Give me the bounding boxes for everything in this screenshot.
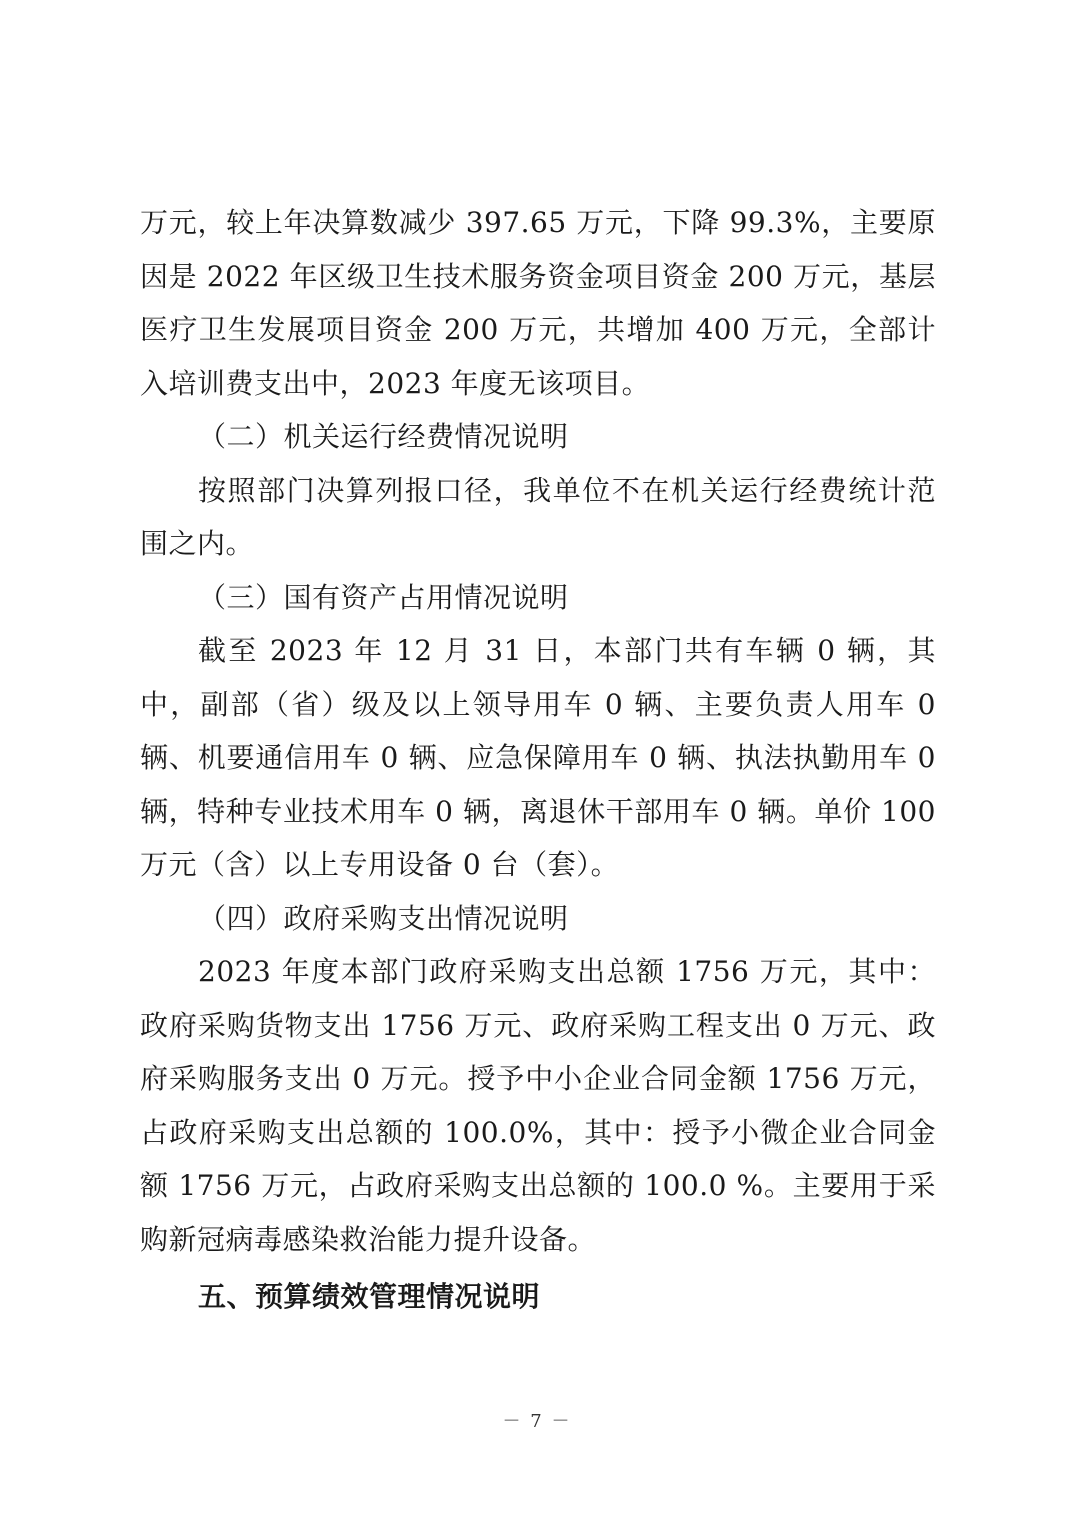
subheading-operating-expenses: （二）机关运行经费情况说明	[198, 420, 569, 453]
page-number: － 7 －	[502, 1411, 572, 1432]
document-body	[140, 196, 936, 1324]
subheading-state-assets: （三）国有资产占用情况说明	[198, 580, 569, 614]
subheading-government-procurement: （四）政府采购支出情况说明	[198, 901, 569, 935]
paragraph-state-assets: 截至 2023 年 12 月 31 日，本部门共有车辆 0 辆，其中，副部（省）级及以上领导用车 0 辆、主要负责人用车 0 辆、机要通信用车 0 辆、应急保障用车 0 辆、执法执勤用车 0 辆，特种专业技术用车 0 辆，离退休干部用车 0 辆。单价 100 万元（含）以上专用设备 0 台（套）。	[140, 634, 936, 881]
paragraph-training-expense: 万元，较上年决算数减少 397.65 万元，下降 99.3%，主要原因是 2022 年区级卫生技术服务资金项目资金 200 万元，基层医疗卫生发展项目资金 200 万元，共增加 400 万元，全部计入培训费支出中，2023 年度无该项目。	[140, 206, 936, 400]
section-heading-performance-management: 五、预算绩效管理情况说明	[198, 1280, 541, 1313]
paragraph-government-procurement: 2023 年度本部门政府采购支出总额 1756 万元，其中：政府采购货物支出 1756 万元、政府采购工程支出 0 万元、政府采购服务支出 0 万元。授予中小企业合同金额 1756 万元，占政府采购支出总额的 100.0%，其中：授予小微企业合同金额 1756 万元，占政府采购支出总额的 100.0 %。主要用于采购新冠病毒感染救治能力提升设备。	[140, 955, 936, 1256]
paragraph-operating-expenses: 按照部门决算列报口径，我单位不在机关运行经费统计范围之内。	[140, 473, 936, 560]
